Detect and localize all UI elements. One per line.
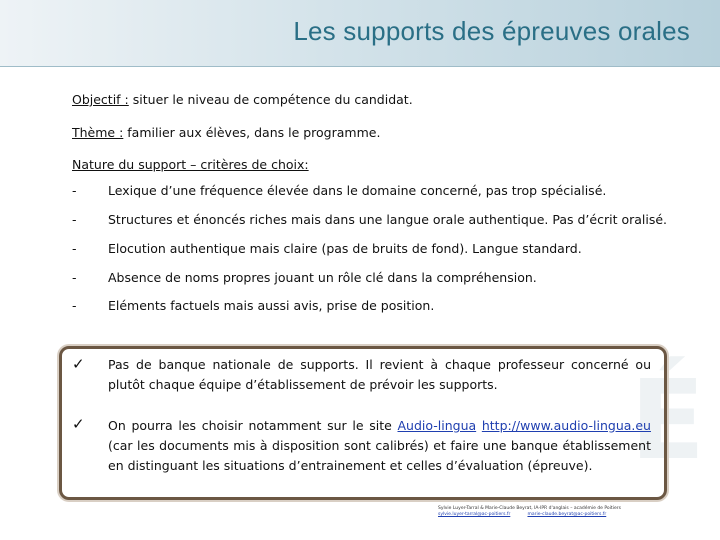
audio-lingua-link[interactable]: Audio-lingua	[397, 418, 477, 433]
footer-email-2-link[interactable]: marie-claude.beyrat@ac-poitiers.fr	[527, 512, 607, 517]
watermark-e-icon: É	[630, 356, 706, 484]
audio-lingua-url-link[interactable]: http://www.audio-lingua.eu	[481, 418, 651, 433]
checkmark-icon: ✓	[72, 355, 85, 373]
list-item-text: Eléments factuels mais aussi avis, prise de position.	[108, 298, 435, 313]
objectif-label: Objectif :	[72, 92, 129, 107]
list-item-text: Structures et énoncés riches mais dans une langue orale authentique. Pas d’écrit oralisé.	[108, 212, 668, 227]
footer-email-1-link[interactable]: sylvie.luyer-tarral@ac-poitiers.fr	[438, 512, 511, 517]
box-paragraph-2-intro: On pourra les choisir notamment sur le site	[108, 418, 398, 433]
list-dash: -	[72, 270, 77, 285]
list-dash: -	[72, 241, 77, 256]
checkmark-icon: ✓	[72, 415, 85, 433]
nature-label: Nature du support – critères de choix:	[72, 157, 309, 172]
footer-credits	[438, 506, 621, 518]
page-title: Les supports des épreuves orales	[293, 16, 690, 46]
list-item-text: Elocution authentique mais claire (pas de bruits de fond). Langue standard.	[108, 241, 582, 256]
theme-label: Thème :	[72, 125, 124, 140]
list-dash: -	[72, 298, 77, 313]
footer-authors: Sylvie Luyer-Tarral & Marie-Claude Beyrat, IA-IPR d'anglais – académie de Poitiers	[438, 506, 621, 511]
list-item-text: Lexique d’une fréquence élevée dans le domaine concerné, pas trop spécialisé.	[108, 183, 607, 198]
list-item-text: Absence de noms propres jouant un rôle clé dans la compréhension.	[108, 270, 537, 285]
list-dash: -	[72, 212, 77, 227]
theme-line	[72, 124, 380, 142]
box-paragraph-1: Pas de banque nationale de supports. Il revient à chaque professeur concerné ou plutôt chaque équipe d’établissement de prévoir les supports.	[108, 357, 651, 392]
objectif-text: situer le niveau de compétence du candidat.	[128, 92, 413, 107]
objectif-line	[72, 91, 413, 109]
box-paragraph-2-rest: (car les documents mis à disposition sont calibrés) et faire une banque établissement en distinguant les situations d’entrainement et celles d’évaluation (épreuve).	[108, 438, 651, 473]
list-dash: -	[72, 183, 77, 198]
nature-line	[72, 156, 309, 174]
theme-text: familier aux élèves, dans le programme.	[123, 125, 381, 140]
box-paragraph-2	[108, 416, 651, 476]
